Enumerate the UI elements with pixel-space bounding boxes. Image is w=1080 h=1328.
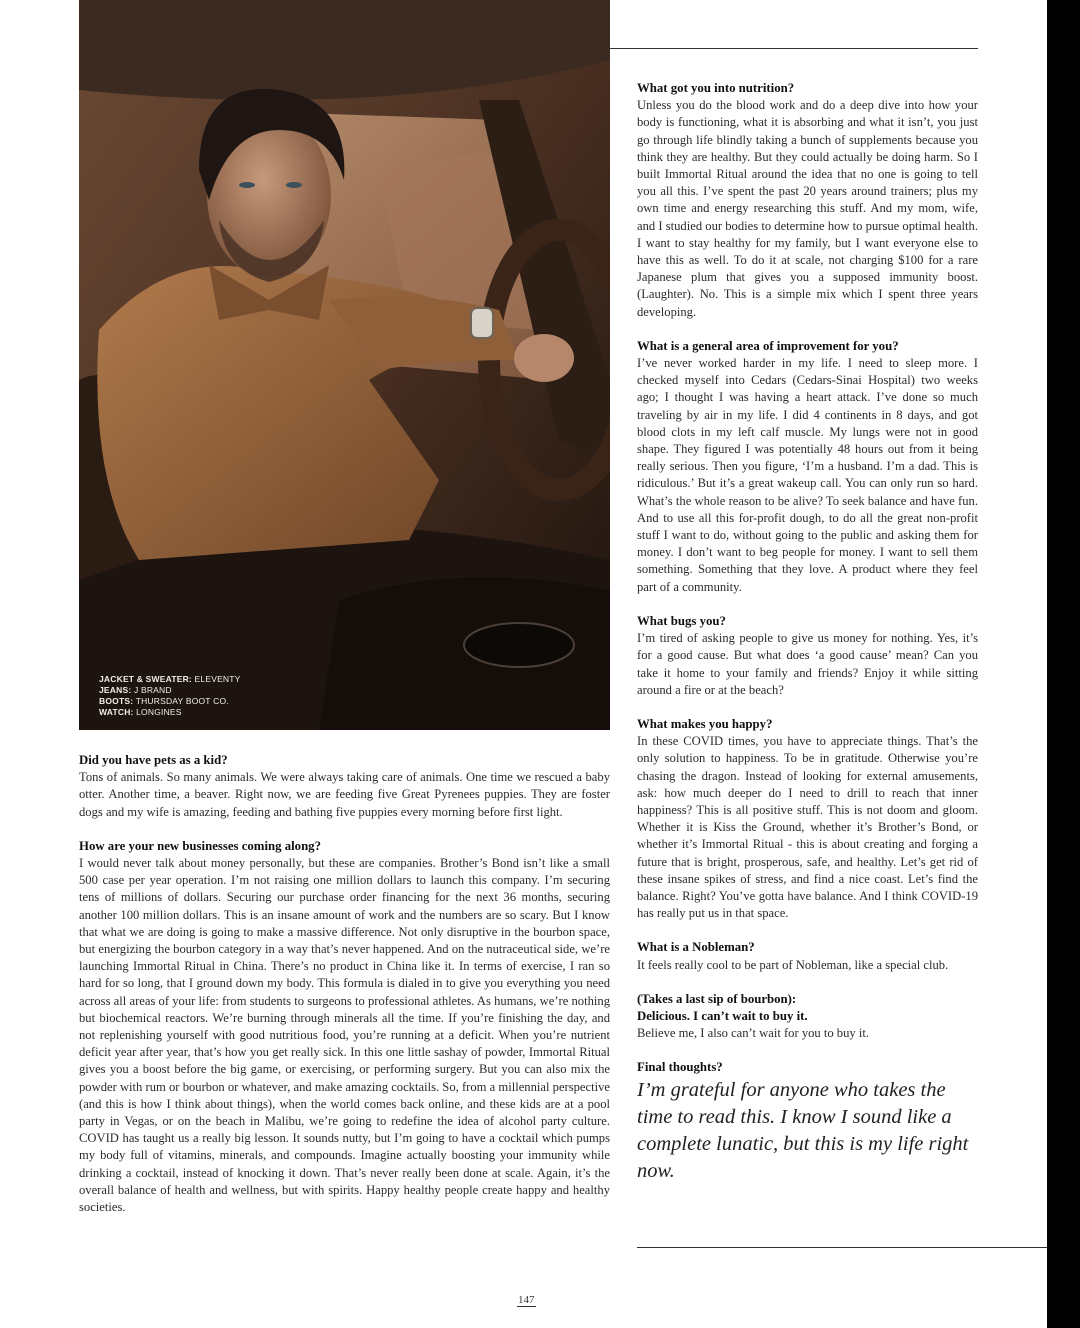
question-heading: What bugs you? [637, 613, 726, 628]
credit-line: JACKET & SWEATER: ELEVENTY [99, 674, 241, 684]
answer-text: Believe me, I also can’t wait for you to buy it. [637, 1026, 869, 1041]
answer-text: It feels really cool to be part of Nobleman, like a special club. [637, 957, 949, 972]
question-heading: What is a Nobleman? [637, 940, 755, 955]
question-heading-2: Delicious. I can’t wait to buy it. [637, 1008, 808, 1023]
question-heading: What is a general area of improvement for you? [637, 338, 899, 353]
question-heading: Final thoughts? [637, 1060, 723, 1075]
final-quote: I’m grateful for anyone who takes the time to read this. I know I sound like a complete lunatic, but this is my life right now. [637, 1078, 969, 1182]
wardrobe-credits [99, 674, 241, 718]
question-heading: What got you into nutrition? [637, 81, 795, 95]
top-rule [610, 48, 978, 49]
credit-line: JEANS: J BRAND [99, 685, 172, 695]
bottom-rule [637, 1247, 1047, 1248]
question-heading: What makes you happy? [637, 716, 773, 731]
question-heading: How are your new businesses coming along? [79, 838, 321, 853]
answer-text: I’ve never worked harder in my life. I need to sleep more. I checked myself into Cedars (Cedars-Sinai Hospital) two weeks ago; I thought I was having a heart attack. I’ve done so much traveling by air in my life. I did 4 continents in 8 days, and got blood clots in my left calf muscle. My lungs were not in good shape. They figured I was potentially 48 hours out from it being really serious. Then you figure, ‘I’m a husband. I’m a dad. This is ridiculous.’ But it’s a great wakeup call. You can only run so hard. What’s the whole reason to be alive? To seek balance and have fun. And to use all this for-profit dough, to do all the great non-profit stuff I want to do, without going to the public and asking them for money. I don’t want to beg people for money. I want to sell them something. Something that they love. A product where they feel part of a community. [637, 356, 978, 594]
answer-text: In these COVID times, you have to appreciate things. That’s the only solution to happiness. To be in gratitude. Otherwise you’re chasing the dragon. Instead of looking for external amusements, ask: how much deeper do I need to drill to reach that inner happiness? This is all positive stuff. This is not doom and gloom. Whether it is Kiss the Ground, whether it’s Brother’s Bond, or whether it’s Immortal Ritual - this is about creating and forging a future that is bright, prosperous, safe, and healthy. Let’s get rid of these insane spikes of stress, and find a nice coast. Let’s find the balance. Right? You’ve gotta have balance. And I think COVID-19 has really put us in that space. [637, 734, 978, 921]
portrait-photo [79, 0, 610, 730]
credit-line: WATCH: LONGINES [99, 707, 182, 717]
left-column [79, 752, 610, 1233]
credit-line: BOOTS: THURSDAY BOOT CO. [99, 696, 229, 706]
right-column [637, 80, 978, 1202]
question-heading: (Takes a last sip of bourbon): [637, 991, 797, 1006]
answer-text: I’m tired of asking people to give us money for nothing. Yes, it’s for a good cause. But what does ‘a good cause’ mean? Can you take it home to your family and friends? Enjoy it while sitting around a fire or at the beach? [637, 631, 978, 697]
page-number: 147 [518, 1294, 535, 1306]
page-edge-strip [1047, 0, 1080, 1328]
answer-text: Tons of animals. So many animals. We were always taking care of animals. One time we rescued a baby otter. Another time, a beaver. Right now, we are feeding five Great Pyrenees puppies. They are foster dogs and my wife is amazing, feeding and bathing five puppies every morning before first light. [79, 770, 610, 819]
answer-text: I would never talk about money personally, but these are companies. Brother’s Bond isn’t like a small 500 case per year operation. I’m not raising one million dollars to launch this company. I’m securing tens of millions of dollars. Securing our purchase order financing for the next 36 months, securing another 100 million dollars. This is an insane amount of work and the numbers are so scary. But I know that what we are doing is going to make a massive difference. Not only disruptive in the bourbon space, but energizing the bourbon category in a way that’s never happened. And on the nutraceutical side, we’re launching Immortal Ritual in China. There’s no product in China like it. In terms of exercise, I ran so hard for so long, that I ground down my body. This formula is dialed in to give you everything you need across all areas of your life: from students to surgeons to professional athletes. As humans, we’re nothing but biochemical reactors. We’re burning through minerals all the time. If you’re finishing the day, and not replenishing yourself with good nutritious food, you’re running at a deficit. When you’re nutrient deficit year after year, that’s how you get really sick. In this one little sashay of powder, Immortal Ritual gives you a boost before the big game, or exercising, or performing surgery. But you can also mix the powder with rum or bourbon or whatever, and make amazing cocktails. So, from a millennial perspective (and this is how I think about things), when the world comes back online, and these kids are at a pool party in Vegas, or on the beach in Malibu, we’re going to redefine the idea of alcohol party culture. COVID has taught us a really big lesson. It sounds nutty, but I’m going to have a cocktail which pumps my body full of vitamins, minerals, and compounds. Imagine actually boosting your immunity while drinking a cocktail, instead of knocking it down. That’s never really been done at scale. Again, it’s the overall balance of health and wellness, but with spirits. Happy healthy people create happy and healthy societies. [79, 856, 610, 1215]
question-heading: Did you have pets as a kid? [79, 753, 228, 767]
car-interior-illustration [79, 0, 610, 730]
answer-text: Unless you do the blood work and do a deep dive into how your body is functioning, what it is absorbing and what it isn’t, you just go through life blindly taking a bunch of supplements because you think they are healthy. But they could actually be doing harm. So I built Immortal Ritual around the idea that no one is going to tell you all this. I’ve spent the past 20 years around trainers; plus my own time and energy researching this stuff. And my mom, wife, and I studied our bodies to determine how to pursue optimal health. I want to stay healthy for my family, but I want everyone else to have this as well. To do it at scale, not charging $100 for a rare Japanese plum that gives you a supposed immunity boost. (Laughter). No. This is a simple mix which I spent three years developing. [637, 98, 978, 319]
